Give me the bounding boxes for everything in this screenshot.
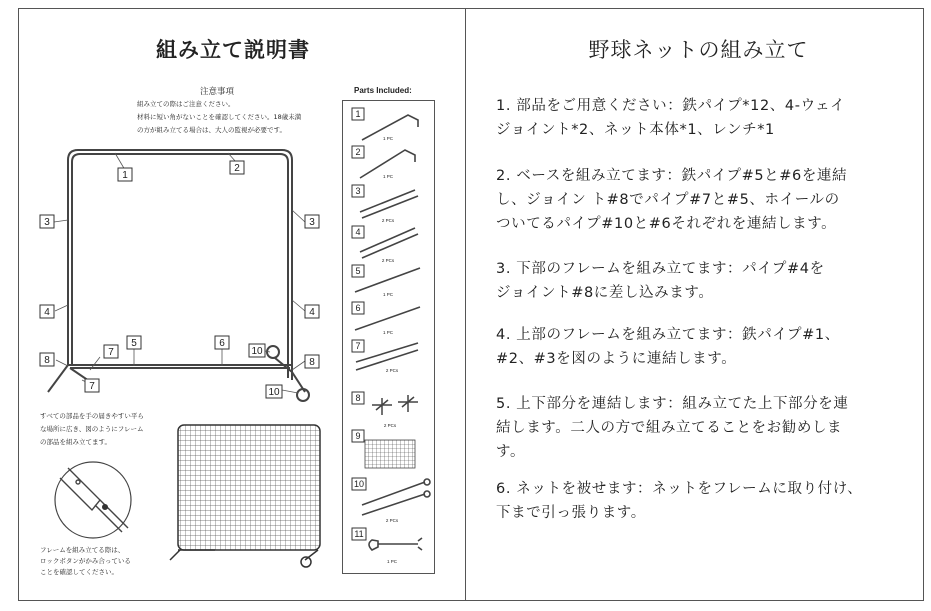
- diagram-label-3: 3: [309, 217, 315, 228]
- part-number: 6: [355, 303, 361, 313]
- lock-detail-circle: [55, 462, 131, 538]
- part-number: 10: [353, 479, 365, 489]
- step-line: す。: [496, 444, 526, 460]
- step-line: 2. ベースを組み立てます：鉄パイプ#5と#6を連結: [496, 168, 848, 184]
- step-line: ついてるパイプ#10と#6それぞれを連結します。: [496, 216, 837, 232]
- notes-line: の方が組み立てる場合は、大人の監視が必要です。: [137, 126, 286, 134]
- diagram-label-5: 5: [131, 338, 137, 349]
- part-qty: 2 PCs: [383, 423, 397, 428]
- assembly-note-line: すべての部品を手の届きやすい平ら: [40, 412, 144, 420]
- step-4: [496, 323, 921, 371]
- step-line: 3. 下部のフレームを組み立てます：パイプ#4を: [496, 261, 825, 277]
- part-qty: 1 PC: [382, 292, 394, 297]
- part-qty: 2 PCs: [385, 518, 399, 523]
- part-qty: 2 PCs: [381, 258, 395, 263]
- step-line: 4. 上部のフレームを組み立てます：鉄パイプ#1、: [496, 327, 840, 343]
- diagram-label-8: 8: [309, 357, 315, 368]
- diagram-label-8: 8: [44, 355, 50, 366]
- diagram-label-4: 4: [309, 307, 315, 318]
- net-drawing: [178, 425, 320, 550]
- step-line: 下まで引っ張ります。: [496, 505, 646, 521]
- part-number: 4: [355, 227, 361, 237]
- part-qty: 1 PC: [386, 559, 398, 564]
- lock-button-icon: [102, 504, 108, 510]
- part-number: 2: [355, 147, 361, 157]
- assembly-note-line: な場所に広き、図のようにフレーム: [40, 425, 144, 433]
- joint-drawings: [372, 395, 418, 415]
- step-line: し、ジョイン ト#8でパイプ#7と#5、ホイールの: [496, 192, 840, 208]
- part-number: 3: [355, 186, 361, 196]
- part-qty: 2 PCs: [381, 218, 395, 223]
- step-line: #2、#3を図のように連結します。: [496, 351, 737, 367]
- assembly-note-line: の部品を組み立てます。: [40, 438, 111, 446]
- notes-title: 注意事項: [200, 87, 235, 97]
- assembly-note: [40, 410, 180, 449]
- diagram-label-6: 6: [219, 338, 225, 349]
- part-number: 5: [355, 266, 361, 276]
- parts-title: Parts Included:: [354, 86, 412, 95]
- diagram-label-2: 2: [234, 163, 240, 174]
- left-title: 組み立て説明書: [156, 38, 310, 62]
- net-body-drawing: [365, 440, 415, 468]
- diagram-label-10: 10: [251, 346, 263, 357]
- step-5: [496, 392, 921, 464]
- diagram-label-4: 4: [44, 307, 50, 318]
- part-qty: 1 PC: [382, 330, 394, 335]
- step-line: 6. ネットを被せます：ネットをフレームに取り付け、: [496, 481, 863, 497]
- part-number: 8: [355, 393, 361, 403]
- right-title: 野球ネットの組み立て: [588, 38, 809, 62]
- right-panel: [466, 0, 931, 611]
- wheel-icon: [297, 389, 309, 401]
- lock-note-line: ロックボタンがかみ合っている: [40, 557, 131, 565]
- part-number: 9: [355, 431, 361, 441]
- step-line: 5. 上下部分を連結します：組み立てた上下部分を連: [496, 396, 849, 412]
- step-line: 結します。二人の方で組み立てることをお勧めしま: [496, 420, 843, 436]
- part-number: 11: [354, 529, 364, 539]
- diagram-label-7: 7: [89, 381, 95, 392]
- lock-note-line: フレームを組み立てる際は、: [40, 546, 125, 554]
- diagram-label-7: 7: [108, 347, 114, 358]
- step-6: [496, 477, 921, 525]
- lock-detail-drawing: [60, 468, 128, 532]
- notes-line: 組み立ての際はご注意ください。: [137, 100, 235, 108]
- part-number: 1: [355, 109, 361, 119]
- part-qty: 1 PC: [382, 136, 394, 141]
- lock-note: [40, 545, 180, 578]
- notes-line: 材料に短い角がないことを確認してください。18歳未満: [137, 113, 302, 121]
- part-qty: 2 PCs: [385, 368, 399, 373]
- diagram-label-10: 10: [268, 387, 280, 398]
- step-3: [496, 257, 921, 305]
- step-line: ジョイント#8に差し込みます。: [496, 285, 714, 301]
- step-1: [496, 94, 921, 142]
- part-number: 7: [355, 341, 361, 351]
- step-line: 1. 部品をご用意ください：鉄パイプ*12、4-ウェイ: [496, 98, 846, 114]
- part-qty: 1 PC: [382, 174, 394, 179]
- step-2: [496, 164, 921, 236]
- frame-drawing: [48, 150, 305, 392]
- diagram-label-3: 3: [44, 217, 50, 228]
- lock-note-line: ことを確認してください。: [40, 568, 118, 576]
- step-line: ジョイント*2、ネット本体*1、レンチ*1: [496, 122, 775, 138]
- diagram-label-1: 1: [122, 170, 128, 181]
